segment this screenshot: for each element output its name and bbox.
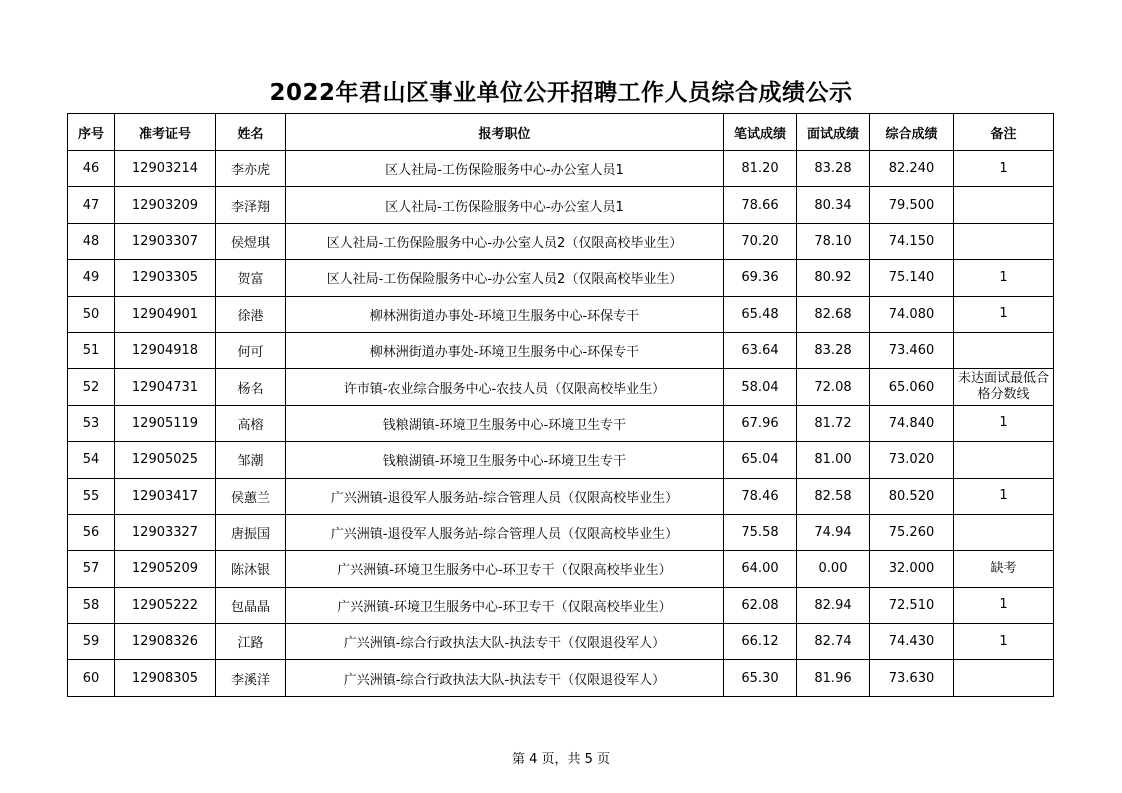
cell-position: 广兴洲镇-综合行政执法大队-执法专干（仅限退役军人）	[286, 624, 724, 660]
cell-exam-id: 12903307	[115, 223, 216, 259]
cell-no: 58	[68, 587, 115, 623]
cell-total-score: 75.260	[870, 514, 954, 550]
cell-interview-score: 80.34	[797, 187, 870, 223]
cell-written-score: 65.04	[724, 442, 797, 478]
cell-name: 陈沐银	[216, 551, 286, 587]
cell-position: 区人社局-工伤保险服务中心-办公室人员1	[286, 151, 724, 187]
cell-note	[954, 660, 1054, 696]
cell-total-score: 74.150	[870, 223, 954, 259]
cell-written-score: 63.64	[724, 332, 797, 368]
cell-note	[954, 442, 1054, 478]
cell-position: 钱粮湖镇-环境卫生服务中心-环境卫生专干	[286, 405, 724, 441]
cell-interview-score: 72.08	[797, 369, 870, 405]
cell-no: 53	[68, 405, 115, 441]
cell-interview-score: 83.28	[797, 332, 870, 368]
cell-no: 50	[68, 296, 115, 332]
cell-position: 许市镇-农业综合服务中心-农技人员（仅限高校毕业生）	[286, 369, 724, 405]
cell-total-score: 74.430	[870, 624, 954, 660]
cell-interview-score: 80.92	[797, 260, 870, 296]
table-row	[68, 478, 1054, 514]
table-row	[68, 405, 1054, 441]
cell-name: 李溪洋	[216, 660, 286, 696]
column-header-position: 报考职位	[286, 114, 724, 151]
table-row	[68, 587, 1054, 623]
column-header-exam-id: 准考证号	[115, 114, 216, 151]
cell-exam-id: 12903214	[115, 151, 216, 187]
cell-total-score: 65.060	[870, 369, 954, 405]
cell-total-score: 32.000	[870, 551, 954, 587]
cell-total-score: 74.840	[870, 405, 954, 441]
cell-exam-id: 12908326	[115, 624, 216, 660]
cell-total-score: 80.520	[870, 478, 954, 514]
cell-no: 49	[68, 260, 115, 296]
cell-note: 1	[954, 405, 1054, 441]
cell-no: 57	[68, 551, 115, 587]
cell-note: 1	[954, 587, 1054, 623]
cell-position: 区人社局-工伤保险服务中心-办公室人员2（仅限高校毕业生）	[286, 260, 724, 296]
cell-note: 缺考	[954, 551, 1054, 587]
cell-total-score: 79.500	[870, 187, 954, 223]
cell-name: 杨名	[216, 369, 286, 405]
cell-note: 1	[954, 624, 1054, 660]
cell-interview-score: 0.00	[797, 551, 870, 587]
cell-written-score: 78.66	[724, 187, 797, 223]
cell-note: 1	[954, 260, 1054, 296]
table-row	[68, 332, 1054, 368]
cell-note: 1	[954, 296, 1054, 332]
cell-total-score: 73.020	[870, 442, 954, 478]
cell-exam-id: 12904918	[115, 332, 216, 368]
cell-written-score: 58.04	[724, 369, 797, 405]
cell-no: 60	[68, 660, 115, 696]
cell-total-score: 75.140	[870, 260, 954, 296]
column-header-note: 备注	[954, 114, 1054, 151]
cell-written-score: 66.12	[724, 624, 797, 660]
cell-note	[954, 187, 1054, 223]
column-header-name: 姓名	[216, 114, 286, 151]
cell-name: 包晶晶	[216, 587, 286, 623]
cell-note	[954, 332, 1054, 368]
cell-exam-id: 12904901	[115, 296, 216, 332]
cell-interview-score: 74.94	[797, 514, 870, 550]
cell-exam-id: 12908305	[115, 660, 216, 696]
cell-interview-score: 81.96	[797, 660, 870, 696]
cell-interview-score: 82.58	[797, 478, 870, 514]
table-row	[68, 187, 1054, 223]
column-header-interview-score: 面试成绩	[797, 114, 870, 151]
cell-interview-score: 82.74	[797, 624, 870, 660]
cell-name: 侯蕙兰	[216, 478, 286, 514]
cell-interview-score: 82.94	[797, 587, 870, 623]
cell-no: 51	[68, 332, 115, 368]
cell-no: 48	[68, 223, 115, 259]
cell-exam-id: 12903305	[115, 260, 216, 296]
cell-exam-id: 12903209	[115, 187, 216, 223]
table-row	[68, 660, 1054, 696]
table-body	[68, 151, 1054, 697]
cell-position: 广兴洲镇-退役军人服务站-综合管理人员（仅限高校毕业生）	[286, 514, 724, 550]
cell-position: 广兴洲镇-环境卫生服务中心-环卫专干（仅限高校毕业生）	[286, 551, 724, 587]
column-header-total-score: 综合成绩	[870, 114, 954, 151]
cell-no: 46	[68, 151, 115, 187]
column-header-no: 序号	[68, 114, 115, 151]
table-row	[68, 551, 1054, 587]
table-row	[68, 624, 1054, 660]
cell-written-score: 81.20	[724, 151, 797, 187]
cell-position: 区人社局-工伤保险服务中心-办公室人员2（仅限高校毕业生）	[286, 223, 724, 259]
cell-position: 广兴洲镇-退役军人服务站-综合管理人员（仅限高校毕业生）	[286, 478, 724, 514]
cell-name: 徐港	[216, 296, 286, 332]
cell-no: 55	[68, 478, 115, 514]
cell-name: 唐振国	[216, 514, 286, 550]
cell-exam-id: 12905025	[115, 442, 216, 478]
table-header-row	[68, 114, 1054, 151]
cell-total-score: 82.240	[870, 151, 954, 187]
table-row	[68, 442, 1054, 478]
cell-name: 邹潮	[216, 442, 286, 478]
cell-name: 高榕	[216, 405, 286, 441]
cell-interview-score: 81.00	[797, 442, 870, 478]
cell-written-score: 65.48	[724, 296, 797, 332]
cell-interview-score: 78.10	[797, 223, 870, 259]
cell-interview-score: 82.68	[797, 296, 870, 332]
cell-no: 47	[68, 187, 115, 223]
cell-total-score: 73.460	[870, 332, 954, 368]
cell-name: 江路	[216, 624, 286, 660]
score-table	[67, 113, 1054, 697]
cell-name: 李泽翔	[216, 187, 286, 223]
cell-exam-id: 12903327	[115, 514, 216, 550]
cell-interview-score: 81.72	[797, 405, 870, 441]
cell-note	[954, 223, 1054, 259]
cell-total-score: 74.080	[870, 296, 954, 332]
cell-total-score: 73.630	[870, 660, 954, 696]
cell-written-score: 78.46	[724, 478, 797, 514]
cell-name: 侯煜琪	[216, 223, 286, 259]
table-row	[68, 223, 1054, 259]
cell-written-score: 67.96	[724, 405, 797, 441]
cell-total-score: 72.510	[870, 587, 954, 623]
cell-no: 56	[68, 514, 115, 550]
cell-exam-id: 12904731	[115, 369, 216, 405]
cell-position: 柳林洲街道办事处-环境卫生服务中心-环保专干	[286, 332, 724, 368]
table-row	[68, 260, 1054, 296]
cell-position: 广兴洲镇-综合行政执法大队-执法专干（仅限退役军人）	[286, 660, 724, 696]
cell-exam-id: 12905119	[115, 405, 216, 441]
page-title: 2022年君山区事业单位公开招聘工作人员综合成绩公示	[269, 80, 853, 106]
cell-note	[954, 514, 1054, 550]
table-row	[68, 514, 1054, 550]
cell-note: 1	[954, 478, 1054, 514]
table-row	[68, 369, 1054, 405]
cell-exam-id: 12903417	[115, 478, 216, 514]
page-footer: 第 4 页，共 5 页	[511, 752, 611, 767]
cell-position: 广兴洲镇-环境卫生服务中心-环卫专干（仅限高校毕业生）	[286, 587, 724, 623]
cell-note: 未达面试最低合格分数线	[954, 369, 1054, 405]
cell-name: 贺富	[216, 260, 286, 296]
cell-exam-id: 12905222	[115, 587, 216, 623]
cell-written-score: 62.08	[724, 587, 797, 623]
cell-exam-id: 12905209	[115, 551, 216, 587]
cell-written-score: 69.36	[724, 260, 797, 296]
cell-name: 何可	[216, 332, 286, 368]
cell-written-score: 75.58	[724, 514, 797, 550]
table-row	[68, 296, 1054, 332]
column-header-written-score: 笔试成绩	[724, 114, 797, 151]
cell-written-score: 65.30	[724, 660, 797, 696]
cell-interview-score: 83.28	[797, 151, 870, 187]
cell-no: 54	[68, 442, 115, 478]
table-row	[68, 151, 1054, 187]
cell-position: 区人社局-工伤保险服务中心-办公室人员1	[286, 187, 724, 223]
cell-position: 柳林洲街道办事处-环境卫生服务中心-环保专干	[286, 296, 724, 332]
cell-written-score: 70.20	[724, 223, 797, 259]
cell-no: 52	[68, 369, 115, 405]
cell-written-score: 64.00	[724, 551, 797, 587]
cell-no: 59	[68, 624, 115, 660]
cell-note: 1	[954, 151, 1054, 187]
cell-name: 李亦虎	[216, 151, 286, 187]
cell-position: 钱粮湖镇-环境卫生服务中心-环境卫生专干	[286, 442, 724, 478]
